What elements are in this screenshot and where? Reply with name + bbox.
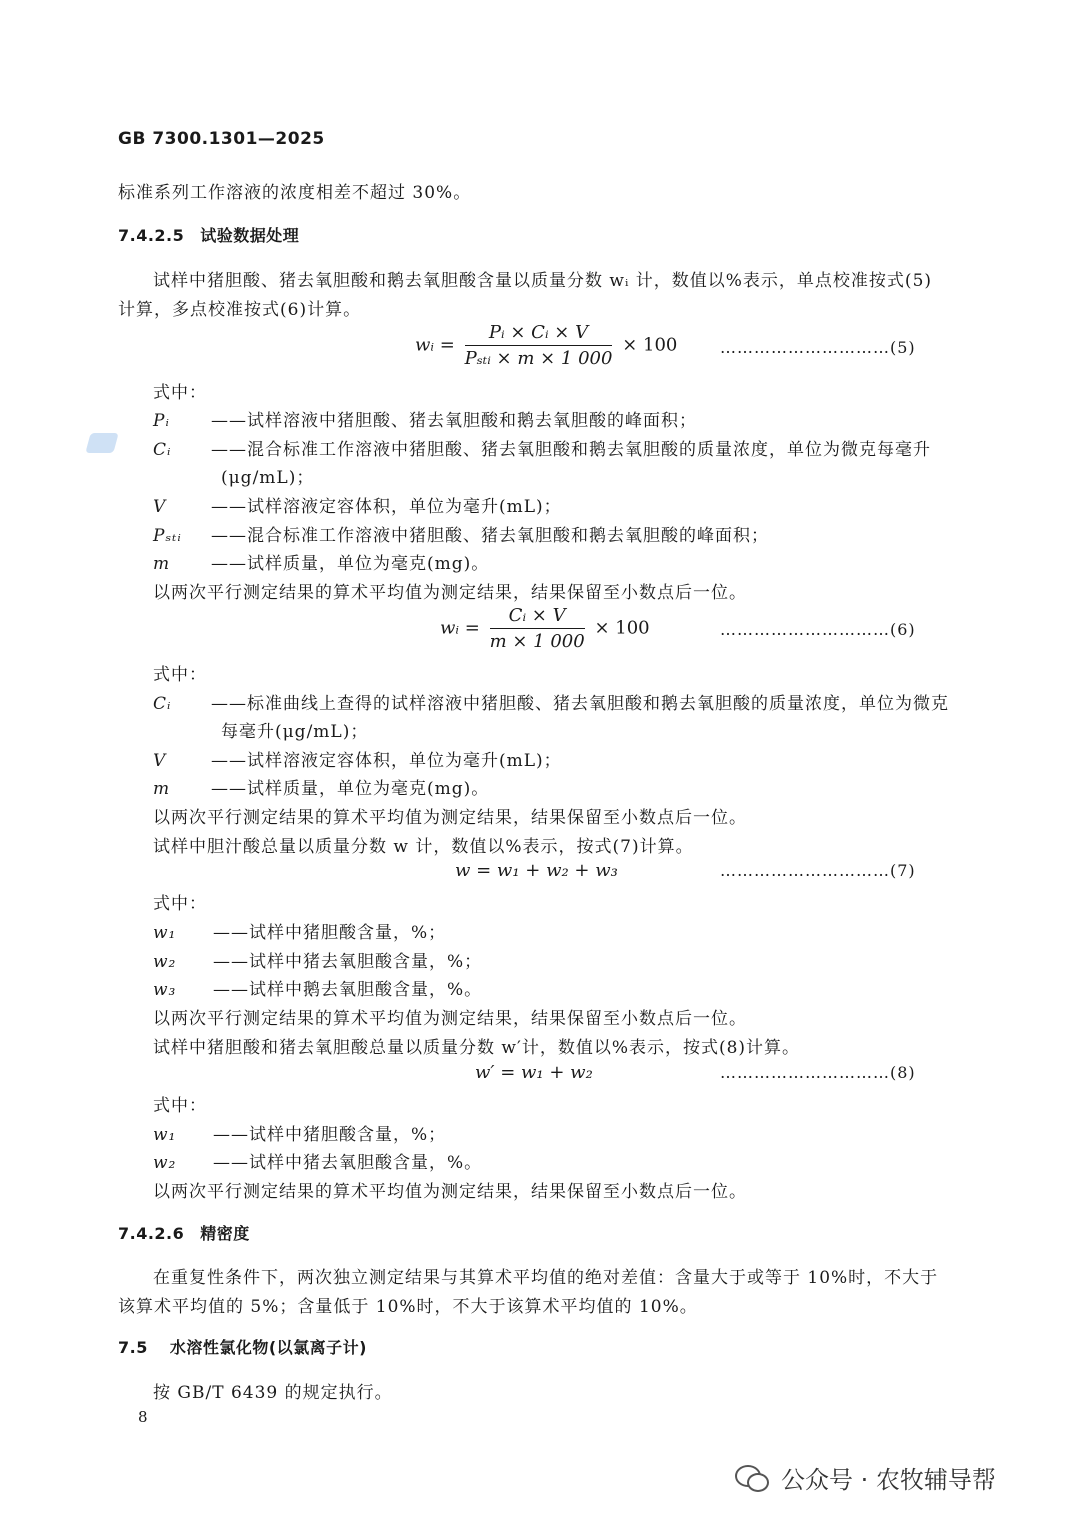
definition-line: w₁ ——试样中猪胆酸含量，%； xyxy=(153,923,447,943)
result-note: 以两次平行测定结果的算术平均值为测定结果，结果保留至小数点后一位。 xyxy=(153,1009,747,1029)
definition-line: Cᵢ ——混合标准工作溶液中猪胆酸、猪去氧胆酸和鹅去氧胆酸的质量浓度，单位为微克每毫升 xyxy=(153,440,931,460)
equation-number-7: …………………………(7) xyxy=(720,861,916,880)
definition-line: Pₛₜᵢ ——混合标准工作溶液中猪胆酸、猪去氧胆酸和鹅去氧胆酸的峰面积； xyxy=(153,526,769,546)
definition-line: w₁ ——试样中猪胆酸含量，%； xyxy=(153,1125,447,1145)
section-heading-7-4-2-6 xyxy=(118,1221,250,1244)
equation-5 xyxy=(415,322,677,369)
paragraph-line: 计算，多点校准按式(6)计算。 xyxy=(118,300,362,320)
equation-lhs: wᵢ = xyxy=(415,334,455,356)
equation-fraction xyxy=(490,605,585,652)
fraction-denominator: Pₛₜᵢ × m × 1 000 xyxy=(464,348,613,369)
heading-title: 试验数据处理 xyxy=(200,226,300,245)
result-note: 以两次平行测定结果的算术平均值为测定结果，结果保留至小数点后一位。 xyxy=(153,808,747,828)
equation-number-6: …………………………(6) xyxy=(720,620,916,639)
equation-tail: × 100 xyxy=(594,617,650,639)
text-line: 标准系列工作溶液的浓度相差不超过 30%。 xyxy=(118,183,472,203)
definition-line: w₂ ——试样中猪去氧胆酸含量，%； xyxy=(153,952,483,972)
heading-number: 7.4.2.5 xyxy=(118,226,185,245)
watermark xyxy=(735,1460,996,1495)
paragraph-line: 在重复性条件下，两次独立测定结果与其算术平均值的绝对差值：含量大于或等于 10%时，不大于 xyxy=(153,1268,939,1288)
definition-continuation: 每毫升(μg/mL)； xyxy=(221,722,369,742)
section-heading-7-4-2-5 xyxy=(118,223,299,246)
wechat-icon xyxy=(735,1463,769,1493)
where-label: 式中： xyxy=(153,665,207,685)
watermark-text: 公众号 · 农牧辅导帮 xyxy=(781,1466,996,1494)
result-note: 以两次平行测定结果的算术平均值为测定结果，结果保留至小数点后一位。 xyxy=(153,583,747,603)
definition-line: w₂ ——试样中猪去氧胆酸含量，%。 xyxy=(153,1153,483,1173)
equation-tail: × 100 xyxy=(622,334,678,356)
heading-title: 精密度 xyxy=(200,1224,250,1243)
fraction-denominator: m × 1 000 xyxy=(489,631,585,652)
paragraph-line: 试样中猪胆酸、猪去氧胆酸和鹅去氧胆酸含量以质量分数 wᵢ 计，数值以%表示，单点校准按式(5) xyxy=(153,271,933,291)
where-label: 式中： xyxy=(153,894,207,914)
paragraph-line: 试样中胆汁酸总量以质量分数 w 计，数值以%表示，按式(7)计算。 xyxy=(153,837,694,857)
definition-continuation: (μg/mL)； xyxy=(221,468,315,488)
equation-6 xyxy=(440,605,650,652)
equation-number-8: …………………………(8) xyxy=(720,1063,916,1082)
where-label: 式中： xyxy=(153,383,207,403)
equation-fraction xyxy=(465,322,613,369)
heading-number: 7.4.2.6 xyxy=(118,1224,185,1243)
definition-line: w₃ ——试样中鹅去氧胆酸含量，%。 xyxy=(153,980,483,1000)
standard-number: GB 7300.1301—2025 xyxy=(118,129,325,149)
equation-number-5: …………………………(5) xyxy=(720,338,916,357)
heading-title: 水溶性氯化物(以氯离子计) xyxy=(169,1338,367,1357)
where-label: 式中： xyxy=(153,1096,207,1116)
result-note: 以两次平行测定结果的算术平均值为测定结果，结果保留至小数点后一位。 xyxy=(153,1182,747,1202)
definition-line: m ——试样质量，单位为毫克(mg)。 xyxy=(153,554,490,574)
equation-7: w = w₁ + w₂ + w₃ xyxy=(455,860,618,881)
definition-line: Cᵢ ——标准曲线上查得的试样溶液中猪胆酸、猪去氧胆酸和鹅去氧胆酸的质量浓度，单位为微克 xyxy=(153,694,949,714)
page-number: 8 xyxy=(138,1408,149,1426)
definition-line: m ——试样质量，单位为毫克(mg)。 xyxy=(153,779,490,799)
fraction-numerator: Pᵢ × Cᵢ × V xyxy=(465,322,613,346)
equation-8: w′ = w₁ + w₂ xyxy=(475,1062,593,1083)
paragraph-line: 试样中猪胆酸和猪去氧胆酸总量以质量分数 w′计，数值以%表示，按式(8)计算。 xyxy=(153,1038,801,1058)
heading-number: 7.5 xyxy=(118,1338,148,1357)
sac-logo xyxy=(85,433,118,453)
section-heading-7-5 xyxy=(118,1335,367,1358)
equation-lhs: wᵢ = xyxy=(440,617,480,639)
paragraph-line: 按 GB/T 6439 的规定执行。 xyxy=(153,1383,393,1403)
definition-line: Pᵢ ——试样溶液中猪胆酸、猪去氧胆酸和鹅去氧胆酸的峰面积； xyxy=(153,411,697,431)
definition-line: V ——试样溶液定容体积，单位为毫升(mL)； xyxy=(153,497,562,517)
definition-line: V ——试样溶液定容体积，单位为毫升(mL)； xyxy=(153,751,562,771)
fraction-numerator: Cᵢ × V xyxy=(490,605,585,629)
paragraph-line: 该算术平均值的 5%；含量低于 10%时，不大于该算术平均值的 10%。 xyxy=(118,1297,698,1317)
